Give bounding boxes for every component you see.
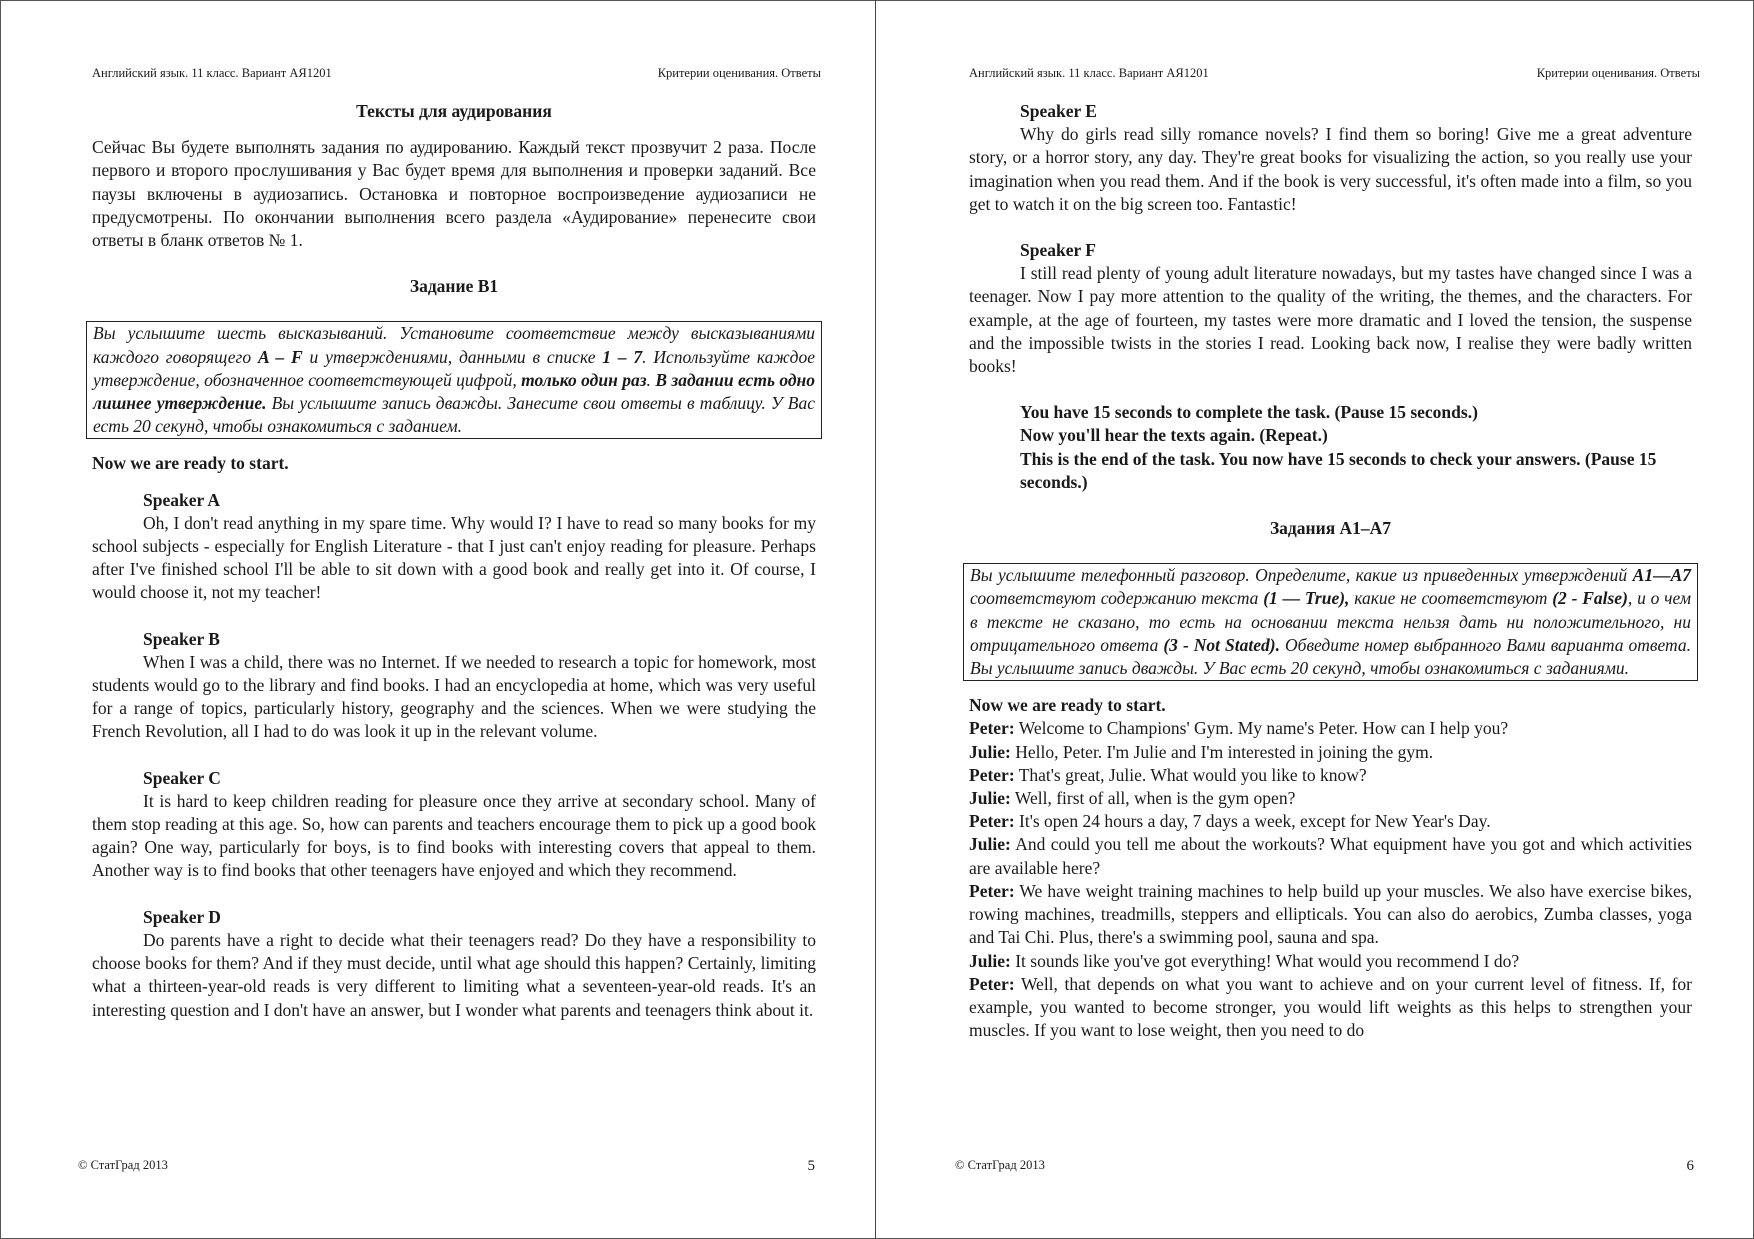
page-6-content — [969, 100, 1692, 1042]
speaker-name: Speaker D — [143, 906, 221, 927]
footer-copyright: © СтатГрад 2013 — [78, 1158, 168, 1172]
speaker-name: Speaker C — [143, 767, 221, 788]
speaker-name: Speaker A — [143, 489, 220, 510]
speaker-text: Do parents have a right to decide what their teenagers read? Do they have a responsibility to choose books for them? And if they must decide, until what age should this happen? Certainly, limiting what a thirteen-year-old reads is very different to limiting what a seventeen-year-old reads. It's an interesting question and I don't have an answer, but I wonder what parents and teenagers think about it. — [92, 929, 816, 1020]
speaker-text: When I was a child, there was no Internet. If we needed to research a topic for homework, most students would go to the library and find books. I had an encyclopedia at home, which was very useful for a range of topics, particularly history, geography and the sciences. When we were studying the French Revolution, all I had to do was look it up in the relevant volume. — [92, 651, 816, 742]
dialogue-line: Julie: It sounds like you've got everything! What would you recommend I do? — [969, 950, 1520, 971]
speaker-block-f — [969, 239, 1692, 378]
task-b1-heading: Задание B1 — [409, 276, 499, 297]
page-header — [969, 66, 1700, 82]
page-header — [92, 66, 821, 82]
speaker-name: Speaker F — [1020, 240, 1096, 261]
page-6 — [877, 0, 1754, 1239]
page-number: 6 — [1686, 1158, 1694, 1174]
page-footer — [78, 1158, 815, 1173]
speaker-text: It is hard to keep children reading for pleasure once they arrive at secondary school. Many of them stop reading at this age. So, how can parents and teachers encourage them to pick up a good book again? One way, particularly for boys, is to find books with interesting covers that appeal to them. Another way is to find books that other teenagers have enjoyed and which they recommend. — [92, 790, 816, 881]
page-5-content — [92, 100, 816, 1022]
speaker-text: I still read plenty of young adult literature nowadays, but my tastes have changed since I was a teenager. Now I pay more attention to the quality of the writing, the themes, and the characters. For example, at the age of fourteen, my tastes were more dramatic and I loved the tension, the suspense and the impossible twists in the stories I read. Looking back now, I realise they were badly written books! — [969, 263, 1692, 377]
header-left: Английский язык. 11 класс. Вариант АЯ1201 — [92, 66, 332, 80]
speaker-name: Speaker E — [1020, 101, 1097, 121]
page-footer — [955, 1158, 1694, 1173]
pause-line: This is the end of the task. You now have 15 seconds to check your answers. (Pause 15 seconds.) — [1020, 448, 1657, 492]
task-a-instruction-box: Вы услышите телефонный разговор. Определите, какие из приведенных утверждений А1—А7 соответствуют содержанию текста (1 — True), какие не соответствуют (2 - False), и о чем в тексте не сказано, то есть на основании текста нельзя дать ни положительного, ни отрицательного ответа (3 - Not Stated). Обведите номер выбранного Вами варианта ответа. Вы услышите запись дважды. У Вас есть 20 секунд, чтобы ознакомиться с заданиями. — [963, 563, 1698, 681]
dialogue-line: Peter: That's great, Julie. What would you like to know? — [969, 764, 1367, 785]
dialogue-line: Peter: Well, that depends on what you want to achieve and on your current level of fitness. If, for example, you wanted to become stronger, you would lift weights as this helps to strengthen your muscles. If you want to lose weight, then you need to do — [969, 973, 1692, 1041]
pause-line: You have 15 seconds to complete the task. (Pause 15 seconds.) — [1020, 402, 1478, 423]
intro-paragraph: Сейчас Вы будете выполнять задания по аудированию. Каждый текст прозвучит 2 раза. После первого и второго прослушивания у Вас будет время для выполнения и проверки заданий. Все паузы включены в аудиозапись. Остановка и повторное воспроизведение аудиозаписи не предусмотрены. По окончании выполнения всего раздела «Аудирование» перенесите свои ответы в бланк ответов № 1. — [92, 137, 816, 251]
section-title: Тексты для аудирования — [356, 101, 552, 121]
speaker-block-d — [92, 906, 816, 1022]
speaker-block-a — [92, 489, 816, 605]
dialogue-line: Julie: Well, first of all, when is the gym open? — [969, 788, 1296, 809]
speaker-text: Oh, I don't read anything in my spare time. Why would I? I have to read so many books for my school subjects - especially for English Literature - that I just can't enjoy reading for pleasure. Perhaps after I've finished school I'll be able to sit down with a good book and really get into it. Of course, I would choose it, not my teacher! — [92, 512, 816, 603]
header-right: Критерии оценивания. Ответы — [1536, 66, 1700, 80]
header-left: Английский язык. 11 класс. Вариант АЯ1201 — [969, 66, 1209, 80]
ready-line: Now we are ready to start. — [92, 453, 289, 474]
page-number: 5 — [807, 1158, 815, 1174]
footer-copyright: © СтатГрад 2013 — [955, 1158, 1045, 1172]
dialogue — [969, 717, 1692, 1042]
pause-instructions — [969, 401, 1692, 494]
speaker-block-b — [92, 628, 816, 744]
dialogue-line: Peter: Welcome to Champions' Gym. My name's Peter. How can I help you? — [969, 718, 1509, 739]
task-a-heading: Задания А1–А7 — [1269, 518, 1392, 539]
dialogue-line: Peter: It's open 24 hours a day, 7 days a week, except for New Year's Day. — [969, 811, 1491, 832]
dialogue-line: Julie: Hello, Peter. I'm Julie and I'm interested in joining the gym. — [969, 741, 1434, 762]
dialogue-line: Peter: We have weight training machines to help build up your muscles. We also have exercise bikes, rowing machines, treadmills, steppers and ellipticals. You can also do aerobics, Zumba classes, yoga and Tai Chi. Plus, there's a swimming pool, sauna and spa. — [969, 880, 1692, 948]
page-5 — [0, 0, 876, 1239]
dialogue-line: Julie: And could you tell me about the workouts? What equipment have you got and which activities are available here? — [969, 834, 1692, 878]
speaker-name: Speaker B — [143, 628, 220, 649]
speaker-block-e — [969, 100, 1692, 216]
header-right: Критерии оценивания. Ответы — [657, 66, 821, 80]
speaker-text: Why do girls read silly romance novels? I find them so boring! Give me a great adventure story, or a horror story, any day. They're great books for visualizing the action, so you really use your imagination when you read them. And if the book is very successful, it's often made into a film, so you get to watch it on the big screen too. Fantastic! — [969, 124, 1692, 214]
pause-line: Now you'll hear the texts again. (Repeat.) — [1020, 425, 1328, 446]
task-b1-instruction-box: Вы услышите шесть высказываний. Установите соответствие между высказываниями каждого говорящего A – F и утверждениями, данными в списке 1 – 7. Используйте каждое утверждение, обозначенное соответствующей цифрой, только один раз. В задании есть одно лишнее утверждение. Вы услышите запись дважды. Занесите свои ответы в таблицу. У Вас есть 20 секунд, чтобы ознакомиться с заданием. — [86, 321, 822, 439]
speaker-block-c — [92, 767, 816, 883]
ready-line: Now we are ready to start. — [969, 695, 1166, 716]
